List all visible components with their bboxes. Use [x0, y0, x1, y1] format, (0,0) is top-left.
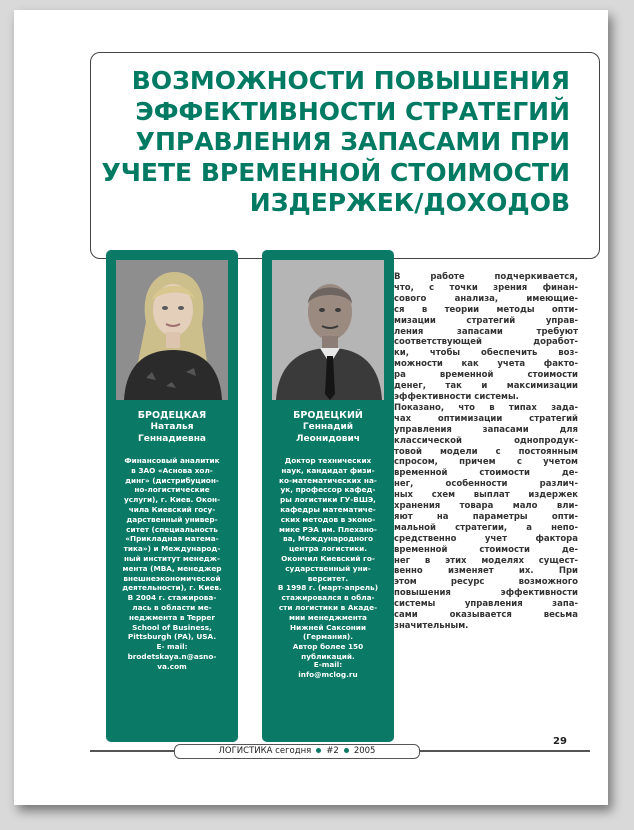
title-line: ИЗДЕРЖЕК/ДОХОДОВ	[249, 188, 570, 217]
abstract-line: значительным.	[394, 621, 469, 631]
title-line: ВОЗМОЖНОСТИ ПОВЫШЕНИЯ	[131, 66, 570, 95]
abstract-line: спросом, причем с учетом	[394, 457, 578, 468]
author-email	[106, 642, 238, 671]
bio-line: сударственный уни-	[285, 563, 371, 573]
abstract-line: временной стоимости де-	[394, 544, 578, 555]
bio-line: верситет.	[307, 573, 349, 583]
abstract-line: повышения эффективности	[394, 588, 578, 599]
bio-line: (Германия).	[303, 632, 353, 642]
title-line: ЭФФЕКТИВНОСТИ СТРАТЕГИЙ	[135, 96, 570, 126]
author-name: Геннадий	[302, 422, 354, 432]
bio-line: центра логистики.	[288, 544, 368, 554]
bio-line: стажировался в обла-	[281, 593, 375, 603]
email-label: E-mail:	[313, 660, 343, 669]
author-patronymic: Геннадиевна	[137, 434, 206, 444]
author-surname: БРОДЕЦКАЯ	[137, 410, 207, 421]
bio-line: ры логистики ГУ-ВШЭ,	[280, 495, 376, 505]
bio-line: кафедры математиче-	[280, 504, 376, 514]
bio-line: В 2004 г. стажирова-	[127, 593, 217, 603]
author-name: Наталья	[150, 422, 194, 432]
bio-line: ва, Международного	[283, 534, 373, 544]
abstract-line: хранения товара мало вли-	[394, 501, 578, 512]
bio-line: в ЗАО «Аснова хол-	[131, 465, 213, 475]
author-bio	[114, 456, 230, 642]
article-title	[92, 66, 570, 219]
bio-line: Финансовый аналитик	[124, 456, 220, 465]
bio-line: сти логистики в Акаде-	[278, 602, 378, 612]
bullet-icon	[344, 748, 349, 753]
bio-line: «Прикладная матема-	[125, 534, 219, 544]
abstract-line: сового анализа, имеющие-	[394, 293, 578, 304]
author-photo	[116, 260, 228, 400]
journal-name: ЛОГИСТИКА сегодня	[218, 746, 312, 756]
bio-line: ный институт менедж-	[124, 553, 220, 563]
bio-line: публикаций.	[301, 651, 355, 661]
abstract-line: эффективности системы.	[394, 391, 519, 402]
abstract-line: нег, особенности различ-	[394, 479, 578, 490]
abstract-line: сами оказывается весьма	[394, 610, 578, 621]
abstract-line: ра временной стоимости	[394, 370, 578, 381]
author-email	[262, 660, 394, 680]
bio-line: School of Business,	[132, 622, 212, 632]
abstract-line: ся в теории методы опти-	[394, 304, 578, 315]
bio-line: деятельности), г. Киев.	[122, 583, 222, 593]
abstract-line: яют на параметры опти-	[394, 511, 578, 522]
abstract-line: что, с точки зрения финан-	[394, 282, 578, 293]
bio-line: лась в области ме-	[132, 602, 212, 612]
bio-line: мии менеджмента	[289, 612, 367, 622]
bio-line: неджмента в Tepper	[129, 612, 215, 622]
issue-year: 2005	[353, 746, 376, 756]
abstract-line: товой модели с постоянным	[394, 446, 578, 457]
bullet-icon	[316, 748, 321, 753]
abstract-line: венно изменяет их. При	[394, 566, 578, 577]
abstract-line: средственно учет фактора	[394, 533, 578, 544]
abstract-line: мальной стратегии, а непо-	[394, 522, 578, 533]
author-patronymic: Леонидович	[296, 434, 360, 444]
author-surname: БРОДЕЦКИЙ	[293, 410, 363, 421]
issue-number: #2	[326, 746, 339, 756]
abstract-line: системы управления запа-	[394, 599, 578, 610]
email-label: E- mail:	[156, 642, 188, 651]
man-portrait-icon	[272, 260, 384, 400]
author-bio	[270, 456, 386, 662]
abstract-line: соответствующей доработ-	[394, 337, 578, 348]
bio-line: чила Киевский госу-	[128, 504, 216, 514]
title-line: УЧЕТЕ ВРЕМЕННОЙ СТОИМОСТИ	[101, 157, 570, 187]
abstract-line: можности как учета факто-	[394, 359, 578, 370]
author-photo	[272, 260, 384, 400]
bio-line: Нижней Саксонии	[290, 622, 366, 632]
magazine-page	[14, 10, 608, 805]
abstract-line: управления запасами для	[394, 424, 578, 435]
abstract-line: временной стоимости де-	[394, 468, 578, 479]
bio-line: Pittsburgh (PA), USA.	[127, 632, 217, 642]
bio-line: услуги), г. Киев. Окон-	[123, 495, 221, 505]
author-card-brodetskaya	[106, 250, 238, 742]
abstract-line: В работе подчеркивается,	[394, 272, 578, 282]
bio-line: Автор более 150	[292, 642, 364, 652]
woman-portrait-icon	[116, 260, 228, 400]
email-address[interactable]: brodetskaya.n@asno-	[127, 651, 217, 661]
email-address[interactable]: va.com	[157, 661, 187, 671]
abstract-line: этом ресурс возможного	[394, 577, 578, 588]
abstract-line: чах оптимизации стратегий	[394, 413, 578, 424]
bio-line: ситет (специальность	[126, 524, 218, 534]
author-card-brodetsky	[262, 250, 394, 742]
bio-line: внешнеэкономической	[123, 573, 221, 583]
bio-line: тика») и Международ-	[123, 544, 221, 554]
bio-line: ских методов в эконо-	[280, 514, 376, 524]
bio-line: ук, профессор кафед-	[280, 485, 376, 495]
email-address[interactable]: info@mclog.ru	[298, 669, 358, 679]
title-line: УПРАВЛЕНИЯ ЗАПАСАМИ ПРИ	[135, 127, 570, 156]
abstract-line: Показано, что в типах зада-	[394, 402, 578, 413]
bio-line: дарственный универ-	[126, 514, 218, 524]
page-number: 29	[553, 736, 567, 747]
bio-line: мике РЭА им. Плехано-	[279, 524, 377, 534]
article-abstract	[394, 272, 578, 632]
abstract-line: ных схем выплат издержек	[394, 490, 578, 501]
bio-line: В 1998 г. (март-апрель)	[277, 583, 379, 593]
bio-line: ко-математических на-	[279, 475, 377, 485]
footer-journal-info	[174, 744, 420, 759]
abstract-line: ки, чтобы обеспечить воз-	[394, 348, 578, 359]
abstract-line: денег, так и максимизации	[394, 381, 578, 392]
abstract-line: мизации стратегий управ-	[394, 315, 578, 326]
bio-line: Окончил Киевский го-	[281, 553, 375, 563]
abstract-line: ления запасами требуют	[394, 326, 578, 337]
abstract-line: классической однопродук-	[394, 435, 578, 446]
bio-line: Доктор технических	[284, 456, 372, 465]
bio-line: но-логистические	[134, 485, 210, 495]
bio-line: динг» (дистрибуцион-	[125, 475, 219, 485]
abstract-line: нег в этих моделях сущест-	[394, 555, 578, 566]
bio-line: мента (МВА, менеджер	[122, 563, 222, 573]
bio-line: наук, кандидат физи-	[281, 465, 375, 475]
